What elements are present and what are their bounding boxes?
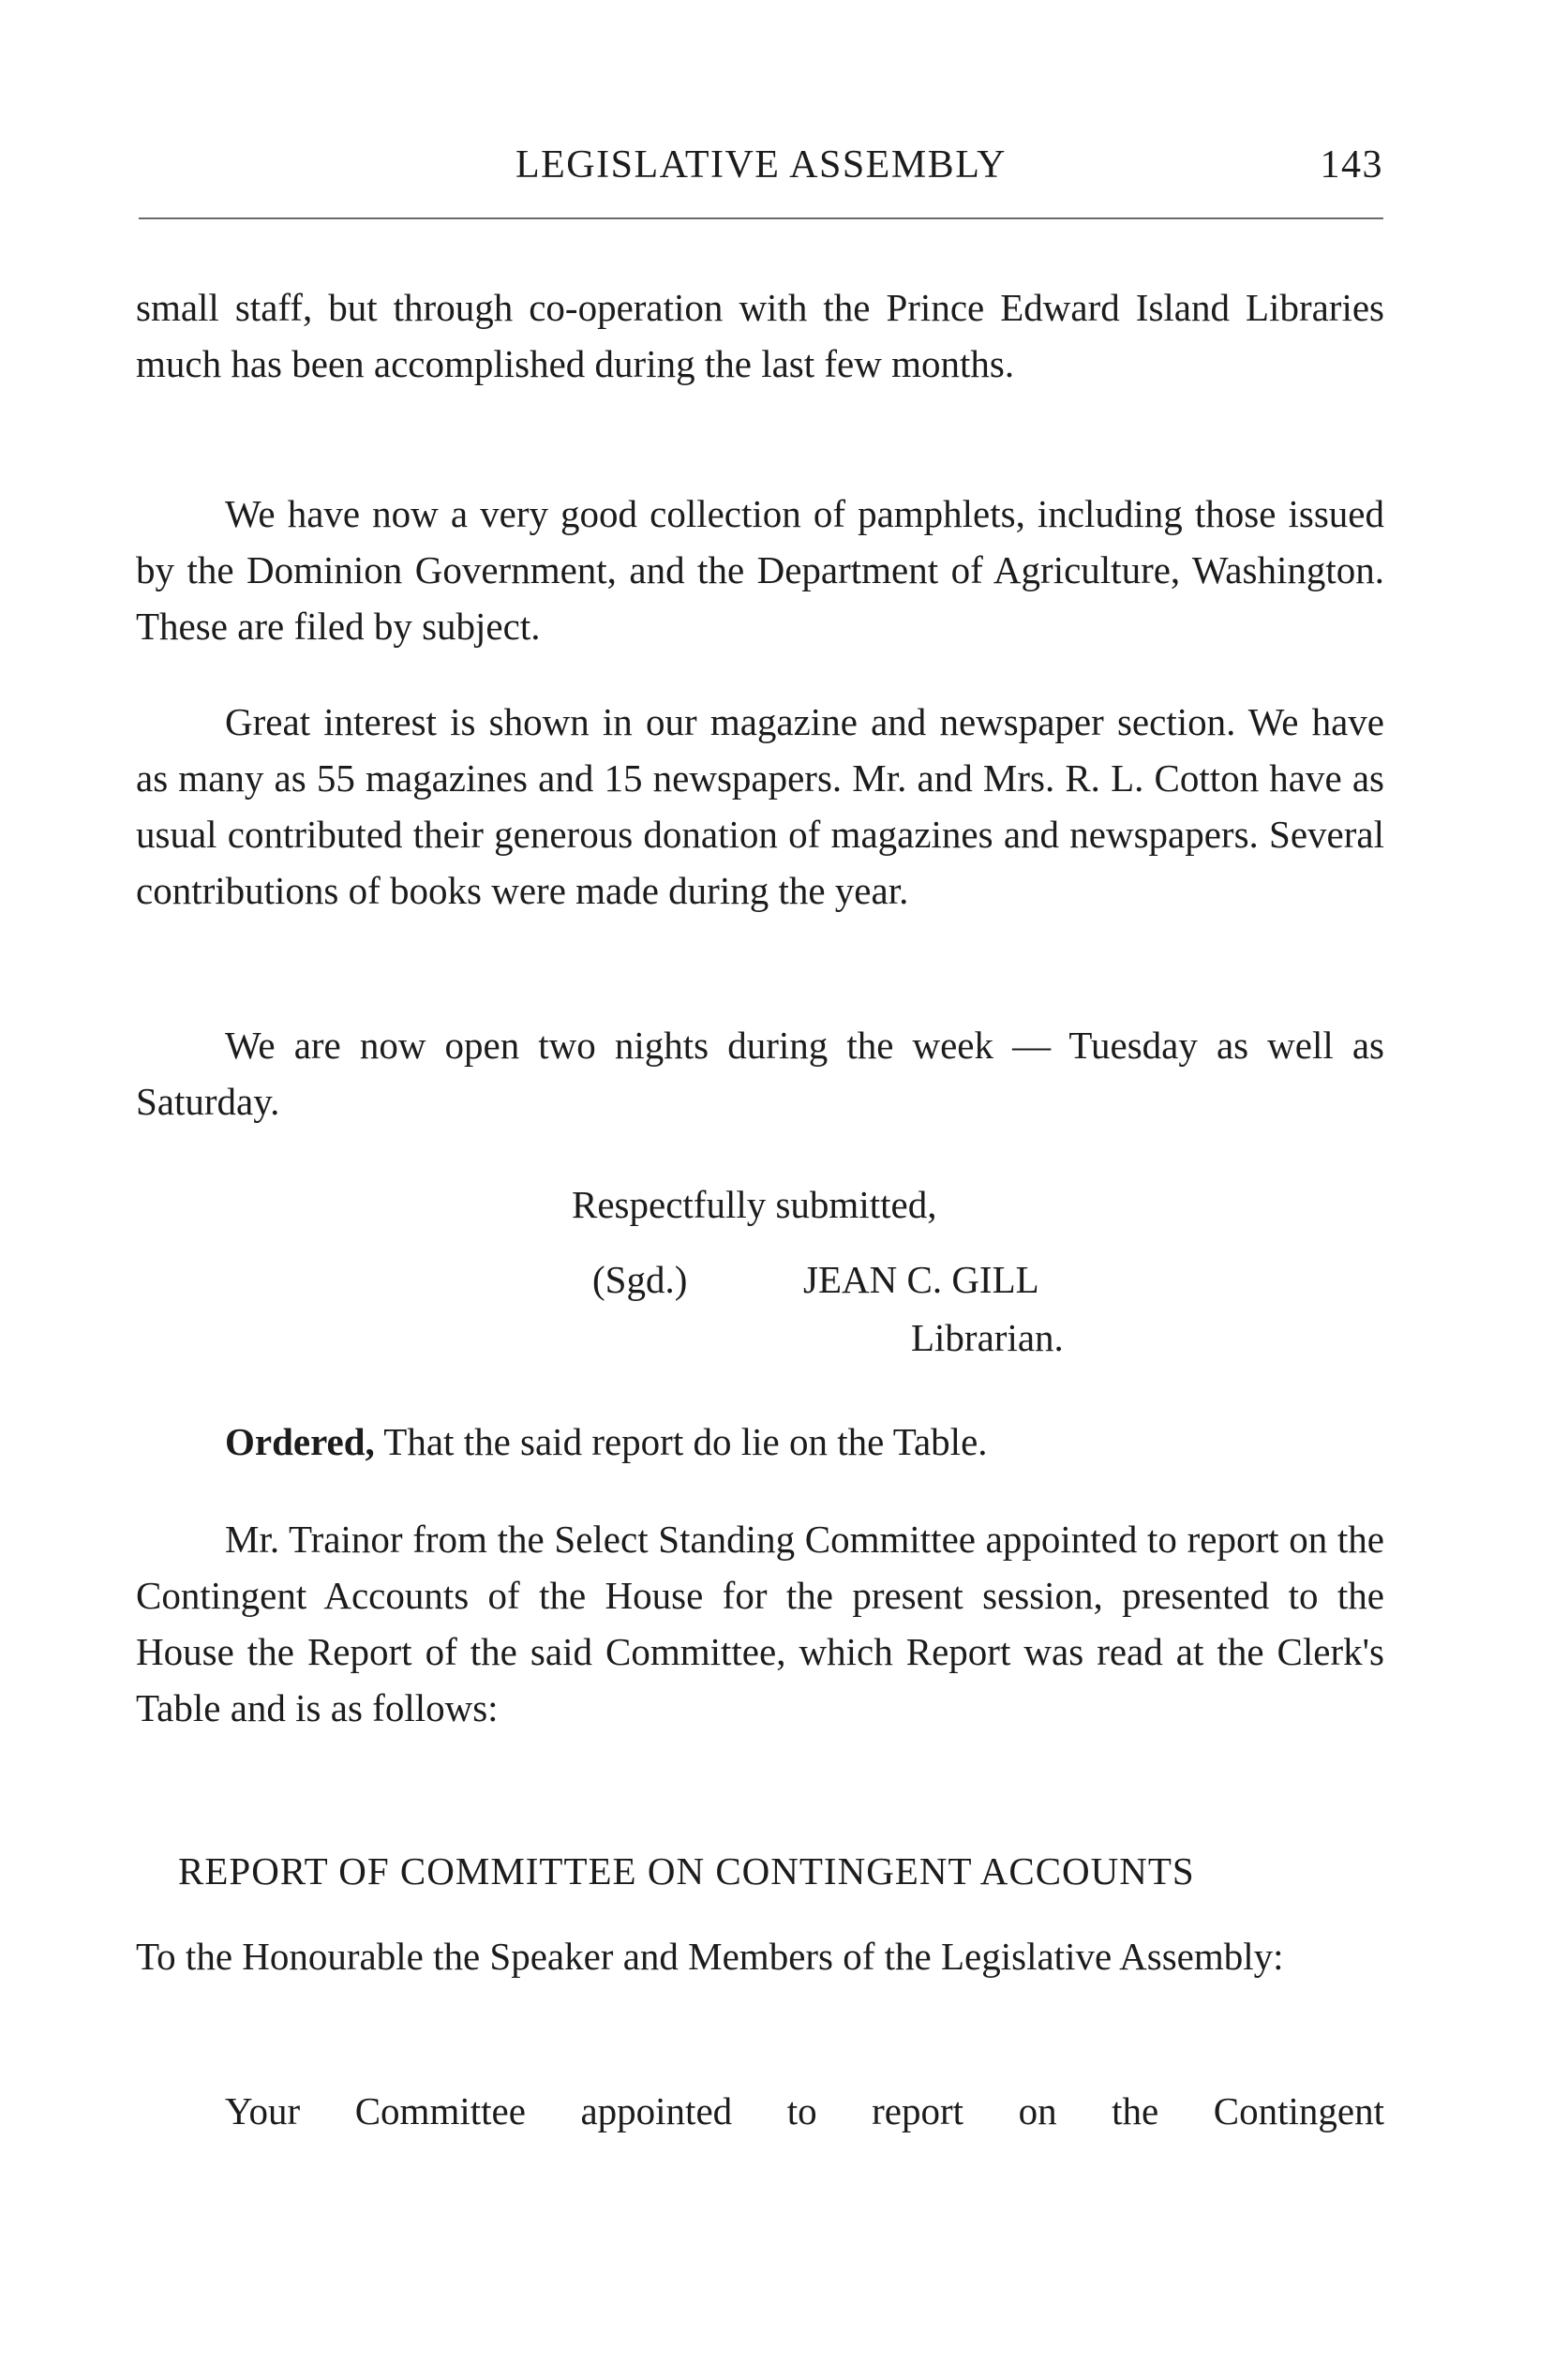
signatory-title: Librarian. <box>911 1316 1064 1359</box>
closing-line: Respectfully submitted, <box>572 1183 937 1226</box>
paragraph-staff: small staff, but through co-operation with the Prince Edward Island Libraries much has been accomplished during the last few months. <box>136 286 1384 385</box>
signatory-name: JEAN C. GILL <box>803 1258 1039 1301</box>
running-title: LEGISLATIVE ASSEMBLY <box>515 143 1007 187</box>
report-heading: REPORT OF COMMITTEE ON CONTINGENT ACCOUNTS <box>178 1849 1195 1893</box>
paragraph-trainor: Mr. Trainor from the Select Standing Committee appointed to report on the Contingent Accounts of the House for the present session, presented to the House the Report of the said Committee, which Report was read at the Clerk's Table and is as follows: <box>136 1518 1384 1729</box>
order-paragraph <box>136 1414 1384 1470</box>
order-text: That the said report do lie on the Table. <box>374 1420 988 1463</box>
paragraph-pamphlets: We have now a very good collection of pamphlets, including those issued by the Dominion Government, and the Department of Agriculture, Washington. These are filed by subject. <box>136 492 1384 648</box>
paragraph-opening-hours: We are now open two nights during the week — Tuesday as well as Saturday. <box>136 1024 1384 1123</box>
page-number: 143 <box>1320 143 1383 187</box>
paragraph-magazines: Great interest is shown in our magazine and newspaper section. We have as many as 55 magazines and 15 newspapers. Mr. and Mrs. R. L. Cotton have as usual contributed their generous donation of magazines and newspapers. Several contributions of books were made during the year. <box>136 700 1384 912</box>
header-rule <box>139 217 1383 219</box>
running-header <box>139 142 1383 199</box>
order-keyword: Ordered, <box>225 1420 375 1463</box>
signed-mark: (Sgd.) <box>592 1258 688 1301</box>
report-address: To the Honourable the Speaker and Members of the Legislative Assembly: <box>136 1935 1284 1978</box>
report-opening: Your Committee appointed to report on the Contingent <box>225 2089 1384 2132</box>
